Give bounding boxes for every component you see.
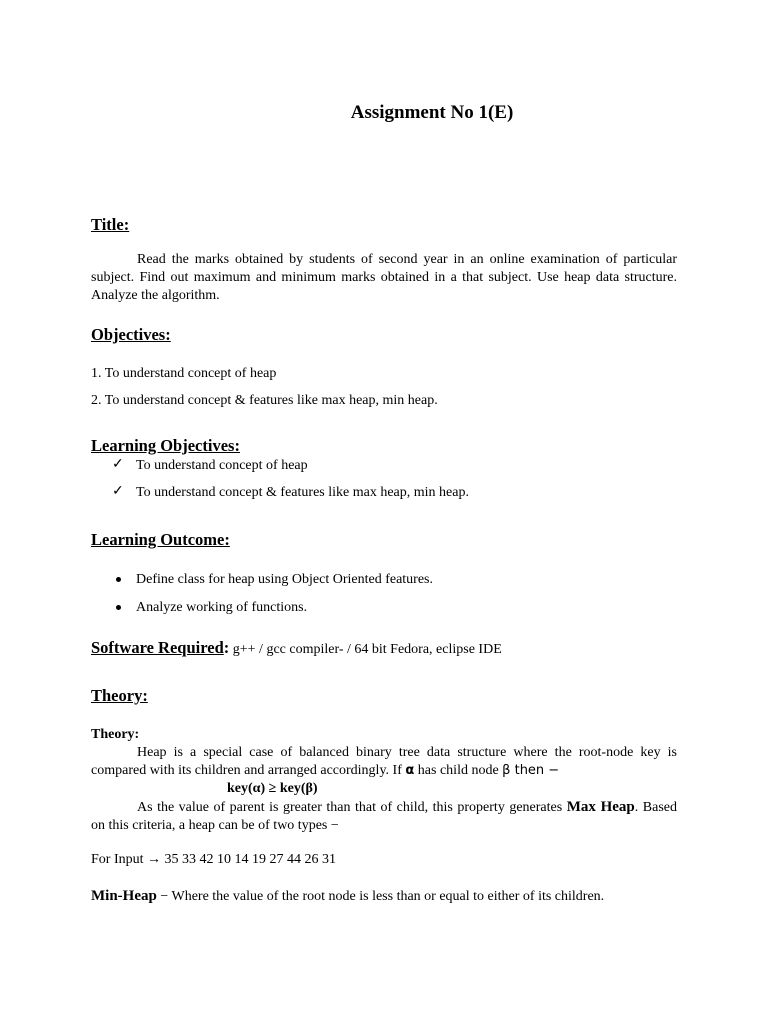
objective-item-1: 1. To understand concept of heap: [91, 366, 277, 381]
min-heap-description: − Where the value of the root node is less than or equal to either of its children.: [156, 889, 605, 904]
theory-para1-text-b: has child node: [414, 763, 503, 778]
bullet-icon: [116, 605, 121, 610]
theory-subheading: Theory:: [91, 727, 140, 742]
checkmark-icon: ✓: [112, 457, 124, 472]
software-line: [91, 638, 502, 658]
bullet-icon: [116, 577, 121, 582]
learning-outcome-item-1: Define class for heap using Object Oriented features.: [136, 572, 433, 587]
theory-para1-text-a: Heap is a special case of balanced binary tree data structure where the root-node key is compared with its children and arranged accordingly. If: [91, 745, 677, 778]
title-paragraph: Read the marks obtained by students of second year in an online examination of particular subject. Find out maximum and minimum marks obtained in a that subject. Use heap data structure. Analyze the algorithm.: [91, 252, 677, 303]
min-heap-term: Min-Heap: [91, 888, 157, 904]
checkmark-icon: ✓: [112, 484, 124, 499]
min-heap-line: [91, 887, 604, 906]
title-heading: Title:: [91, 215, 130, 234]
alpha-symbol: α: [405, 763, 415, 778]
heap-formula: key(α) ≥ key(β): [227, 781, 318, 796]
learning-objectives-heading: Learning Objectives:: [91, 436, 240, 455]
objectives-heading: Objectives:: [91, 325, 171, 344]
software-text: g++ / gcc compiler- / 64 bit Fedora, eclipse IDE: [229, 642, 502, 657]
input-line: For Input → 35 33 42 10 14 19 27 44 26 31: [91, 852, 336, 867]
software-colon: :: [223, 638, 230, 657]
objective-item-2: 2. To understand concept & features like max heap, min heap.: [91, 393, 438, 408]
learning-outcome-item-2: Analyze working of functions.: [136, 600, 308, 615]
max-heap-term: Max Heap: [566, 799, 635, 815]
theory-paragraph-1: [91, 744, 677, 780]
learning-outcome-heading: Learning Outcome:: [91, 530, 230, 549]
learning-objective-item-1: To understand concept of heap: [136, 458, 308, 473]
learning-objective-item-2: To understand concept & features like max heap, min heap.: [136, 485, 469, 500]
theory-paragraph-2: [91, 798, 677, 835]
software-heading: Software Required: [91, 638, 224, 657]
theory-para2-text-a: As the value of parent is greater than that of child, this property generates: [137, 800, 567, 815]
page-title: Assignment No 1(E): [350, 102, 514, 123]
theory-para2-text-b: . Based on this criteria, a heap can be of two types −: [91, 800, 678, 833]
beta-then-text: β then −: [502, 763, 560, 778]
theory-heading: Theory:: [91, 686, 148, 705]
